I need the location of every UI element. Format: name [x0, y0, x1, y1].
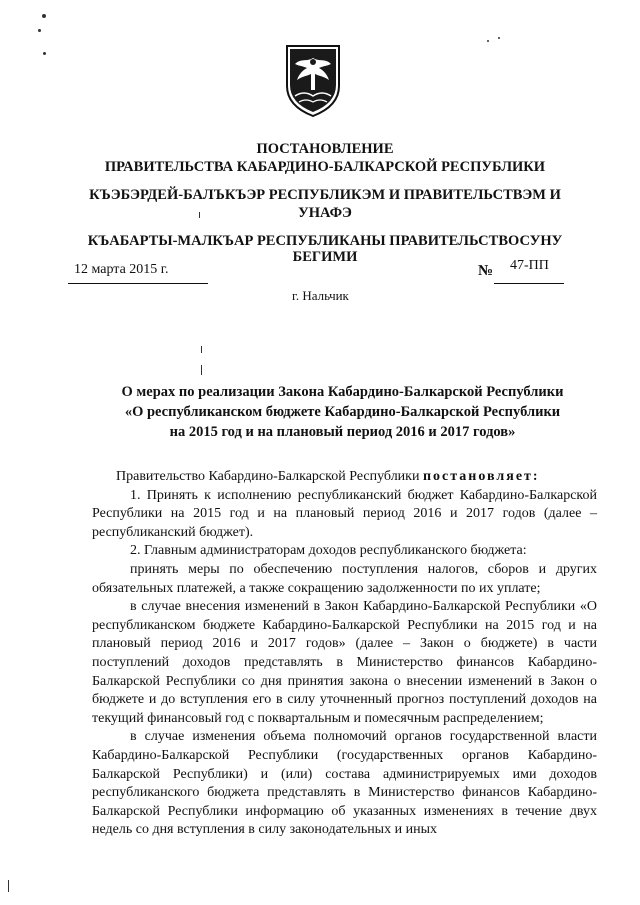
scan-speck	[42, 14, 46, 18]
scan-mark	[199, 212, 200, 218]
scan-mark	[8, 880, 9, 892]
header-kabardian-line2: УНАФЭ	[298, 205, 352, 221]
coat-of-arms-emblem	[281, 40, 345, 120]
document-number: 47-ПП	[510, 258, 549, 273]
document-body	[92, 468, 597, 840]
document-date: 12 марта 2015 г.	[74, 262, 169, 277]
title-line-3: на 2015 год и на плановый период 2016 и 2017 годов»	[169, 424, 516, 440]
paragraph-4: в случае внесения изменений в Закон Кабардино-Балкарской Республики «О республиканском бюджете Кабардино-Балкарской Республики на 2015 год и на плановый период 2016 и 2017 годов» (далее – Закон о бюджете) в части поступлений доходов представлять в Министерство финансов Кабардино-Балкарской Республики со дня принятия закона о внесении изменений в Закон о бюджете и до вступления его в силу уточненный прогноз поступлений доходов на текущий финансовый год с поквартальным и помесячным распределением;	[92, 599, 597, 726]
scan-speck	[487, 40, 489, 42]
header-balkar-line2: БЕГИМИ	[292, 249, 358, 265]
scan-speck	[38, 29, 41, 32]
intro-verb: постановляет:	[422, 469, 540, 484]
header-government-ru: ПРАВИТЕЛЬСТВА КАБАРДИНО-БАЛКАРСКОЙ РЕСПУБЛИКИ	[104, 159, 546, 175]
scan-speck	[498, 37, 500, 39]
intro-paragraph	[92, 468, 597, 487]
scan-mark	[201, 346, 202, 353]
scan-speck	[43, 52, 46, 55]
header-balkar-line1: КЪАБАРТЫ-МАЛКЪАР РЕСПУБЛИКАНЫ ПРАВИТЕЛЬСТВОСУНУ	[87, 233, 563, 249]
paragraph-2: 2. Главным администраторам доходов республиканского бюджета:	[130, 543, 527, 559]
title-line-1: О мерах по реализации Закона Кабардино-Балкарской Республики	[121, 384, 564, 400]
title-line-2: «О республиканском бюджете Кабардино-Балкарской Республики	[124, 404, 561, 420]
header-kabardian-line1: КЪЭБЭРДЕЙ-БАЛЪКЪЭР РЕСПУБЛИКЭМ И ПРАВИТЕЛЬСТВЭМ И	[89, 187, 561, 203]
date-underline	[68, 283, 208, 284]
paragraph-5: в случае изменения объема полномочий органов государственной власти Кабардино-Балкарской Республики (государственных органов Кабардино-Балкарской Республики) и (или) состава администрируемых ими доходов республиканского бюджета представлять в Министерство финансов Кабардино-Балкарской Республики информацию об указанных изменениях в течение двух недель со дня вступления в силу законодательных и иных	[92, 729, 597, 838]
number-underline	[494, 283, 564, 284]
paragraph-3: принять меры по обеспечению поступления налогов, сборов и других обязательных платежей, а также сокращению задолженности по их уплате;	[92, 561, 597, 596]
header-title-ru: ПОСТАНОВЛЕНИЕ	[256, 141, 394, 157]
document-city: г. Нальчик	[292, 288, 349, 303]
number-label: №	[478, 263, 494, 279]
document-title	[70, 382, 615, 442]
paragraph-1: 1. Принять к исполнению республиканский бюджет Кабардино-Балкарской Республики на 2015 год и на плановый период 2016 и 2017 годов (далее – республиканский бюджет).	[92, 487, 597, 540]
scan-mark	[201, 365, 202, 375]
intro-text: Правительство Кабардино-Балкарской Республики	[116, 469, 420, 484]
